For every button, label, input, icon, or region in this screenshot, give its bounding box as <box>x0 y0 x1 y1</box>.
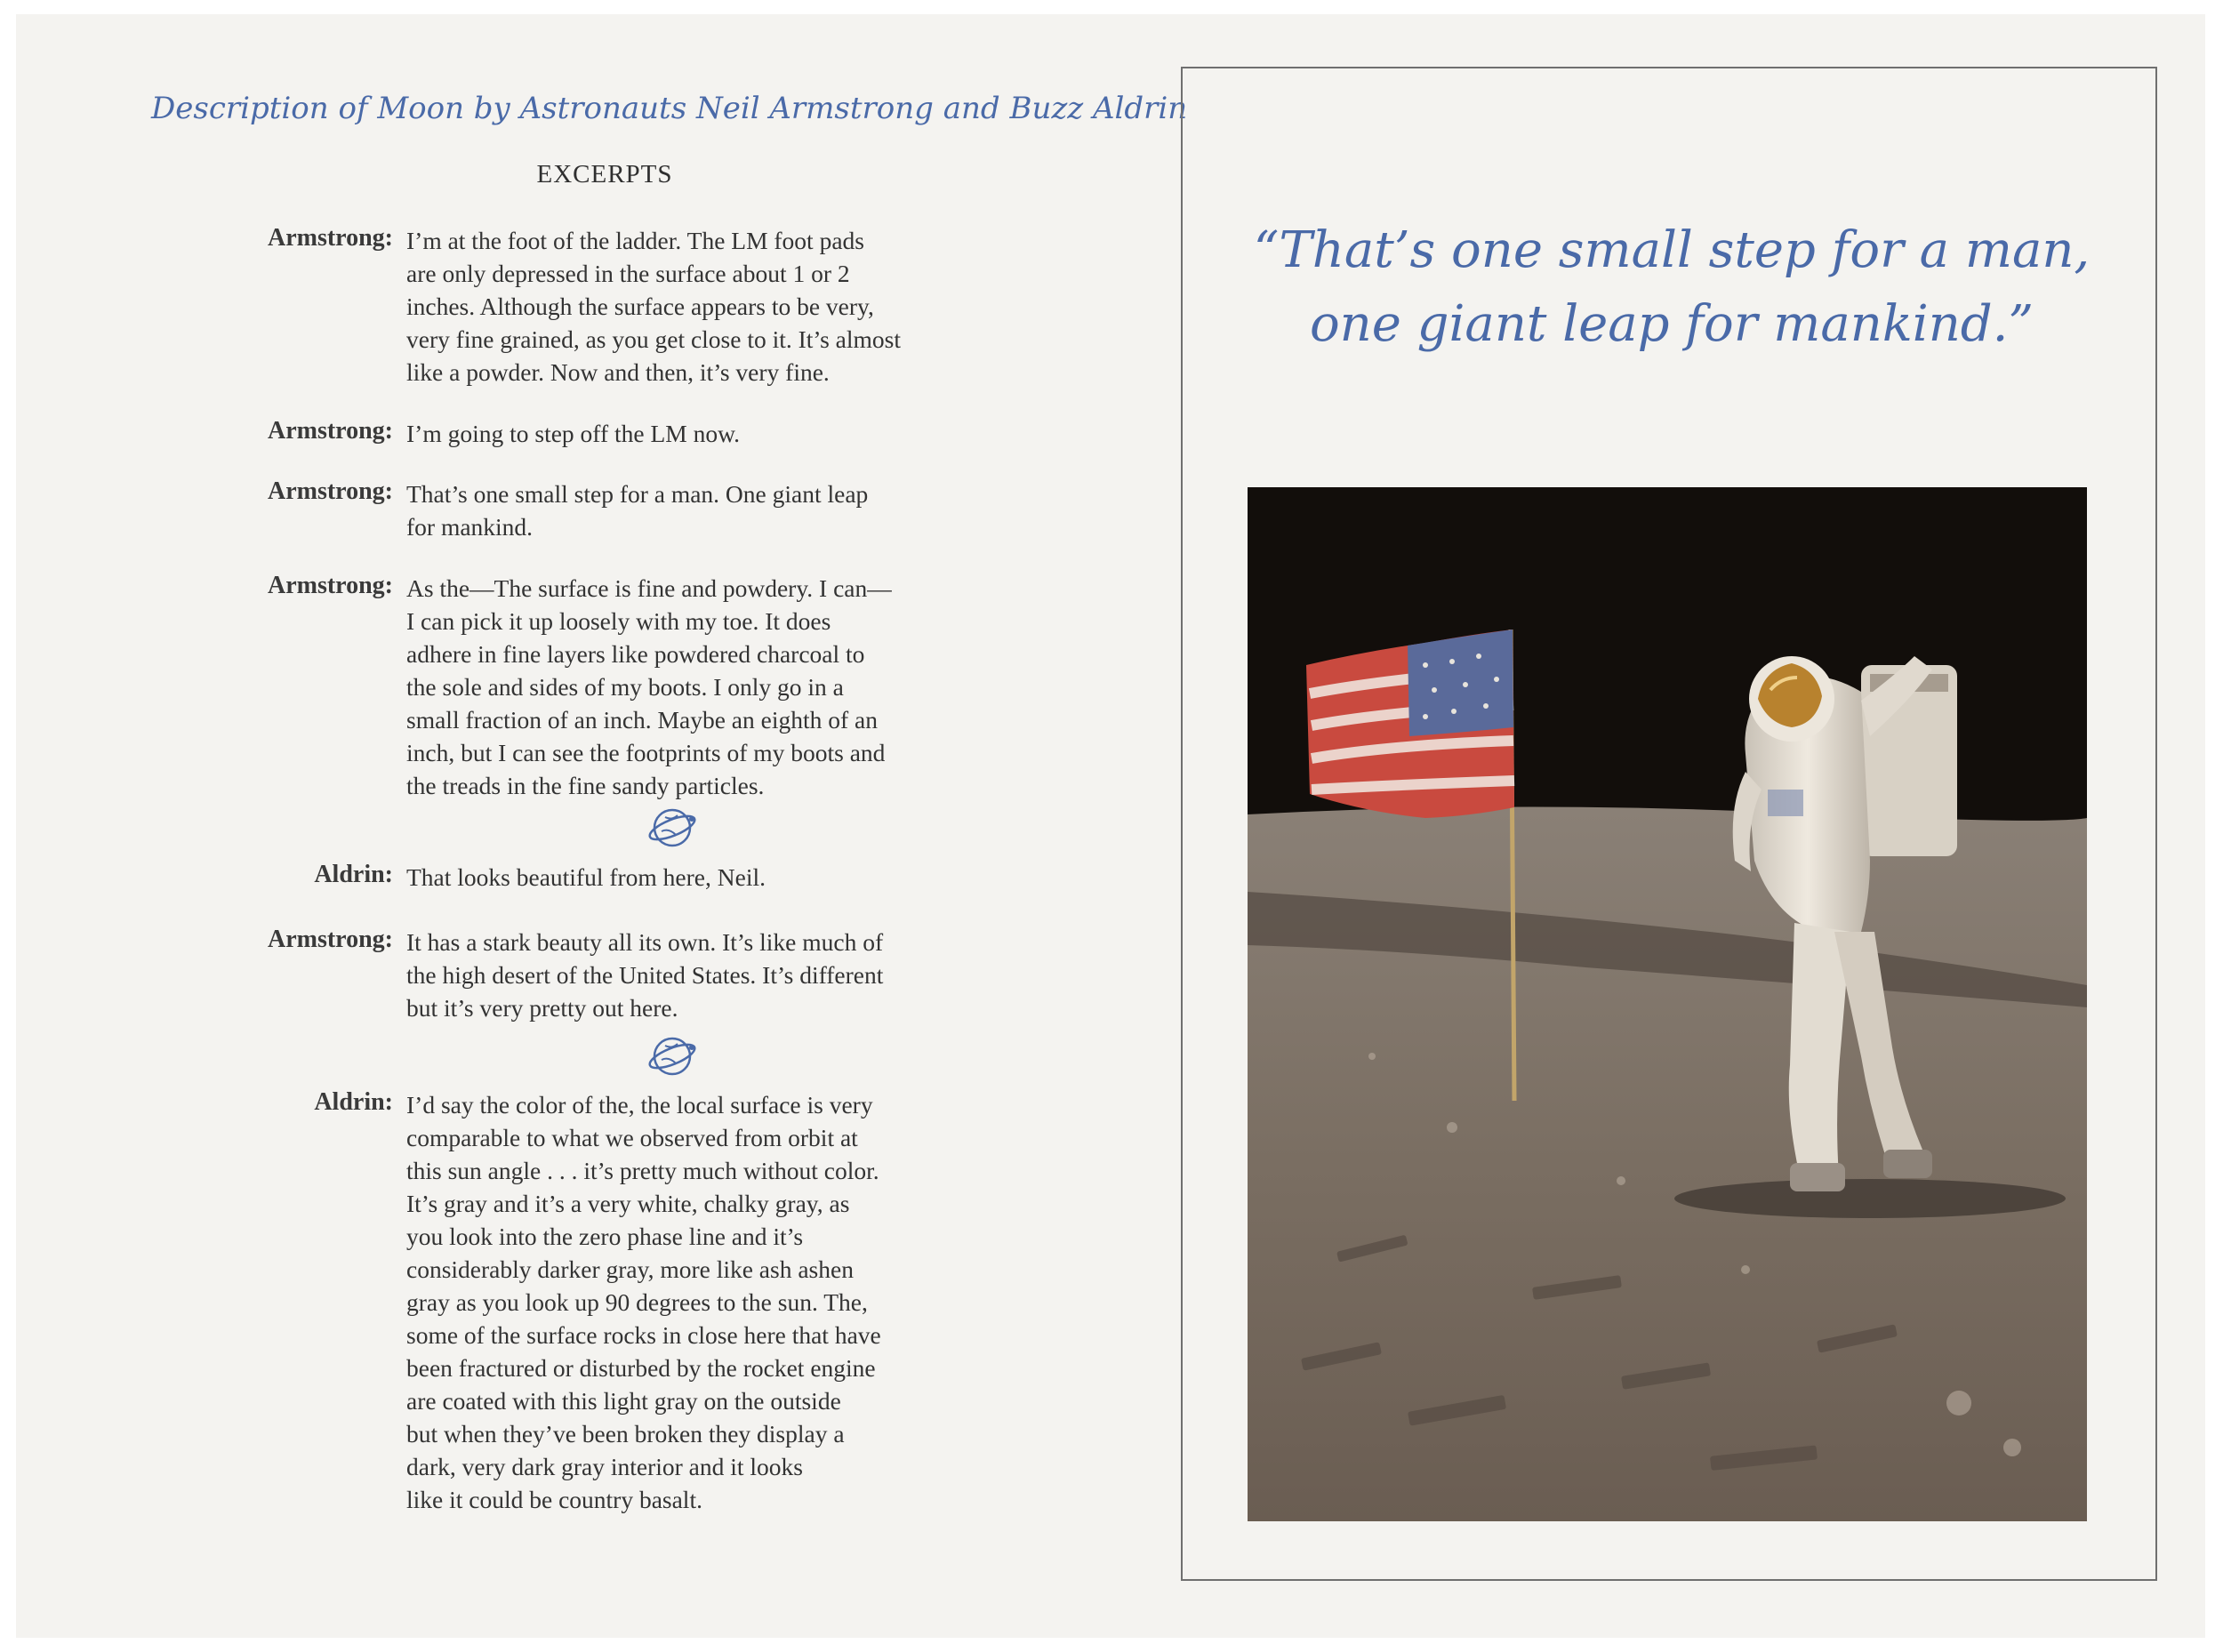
moon-landing-photo <box>1248 487 2087 1521</box>
globe-orbit-icon <box>646 805 699 851</box>
speech-line: the sole and sides of my boots. I only go in a <box>406 673 844 701</box>
speech-line: but when they’ve been broken they display a <box>406 1420 845 1448</box>
speech-text <box>406 1088 975 1516</box>
speech-line: like it could be country basalt. <box>406 1486 702 1513</box>
speech-line: I’m at the foot of the ladder. The LM foot pads <box>406 227 864 254</box>
transcript <box>0 0 1067 1600</box>
speaker-label: Armstrong: <box>267 417 393 445</box>
speech-line: That’s one small step for a man. One giant leap <box>406 480 869 508</box>
speaker-label: Aldrin: <box>314 861 393 888</box>
speaker-label: Armstrong: <box>267 572 393 599</box>
speech-text <box>406 417 975 450</box>
speech-line: the treads in the fine sandy particles. <box>406 772 765 799</box>
speech-line: That looks beautiful from here, Neil. <box>406 863 766 891</box>
speaker-label: Armstrong: <box>267 224 393 252</box>
speech-line: some of the surface rocks in close here that have <box>406 1321 881 1349</box>
speech-line: been fractured or disturbed by the rocket engine <box>406 1354 876 1382</box>
speech-line: considerably darker gray, more like ash ashen <box>406 1255 854 1283</box>
speech-text <box>406 926 975 1024</box>
speech-line: It has a stark beauty all its own. It’s like much of <box>406 928 884 956</box>
speech-line: are coated with this light gray on the outside <box>406 1387 841 1415</box>
speech-text <box>406 224 975 389</box>
speech-line: inches. Although the surface appears to be very, <box>406 293 874 320</box>
speech-line: gray as you look up 90 degrees to the sun. The, <box>406 1288 868 1316</box>
speech-line: are only depressed in the surface about 1 or 2 <box>406 260 850 287</box>
pull-quote-line: “That’s one small step for a man, <box>1253 221 2091 279</box>
speech-line: dark, very dark gray interior and it looks <box>406 1453 803 1480</box>
speech-line: the high desert of the United States. It’s different <box>406 961 884 989</box>
speech-line: inch, but I can see the footprints of my boots and <box>406 739 886 766</box>
speaker-label: Aldrin: <box>314 1088 393 1116</box>
speech-line: like a powder. Now and then, it’s very fine. <box>406 358 830 386</box>
speech-line: adhere in fine layers like powdered charcoal to <box>406 640 865 668</box>
speech-text <box>406 572 975 802</box>
speech-text <box>406 861 975 894</box>
speech-line: As the—The surface is fine and powdery. I can— <box>406 574 892 602</box>
speech-text <box>406 477 975 543</box>
speech-line: this sun angle . . . it’s pretty much without color. <box>406 1157 879 1184</box>
document-title: Description of Moon by Astronauts Neil Armstrong and Buzz Aldrin <box>151 91 1188 126</box>
speech-line: I’d say the color of the, the local surface is very <box>406 1091 873 1119</box>
speaker-label: Armstrong: <box>267 477 393 505</box>
speech-line: It’s gray and it’s a very white, chalky gray, as <box>406 1190 850 1217</box>
speech-line: but it’s very pretty out here. <box>406 994 678 1022</box>
speech-line: I can pick it up loosely with my toe. It does <box>406 607 831 635</box>
speech-line: small fraction of an inch. Maybe an eighth of an <box>406 706 878 734</box>
pull-quote <box>1192 213 2152 361</box>
speech-line: very fine grained, as you get close to it. It’s almost <box>406 325 901 353</box>
speech-line: you look into the zero phase line and it’s <box>406 1223 804 1250</box>
speech-line: for mankind. <box>406 513 534 541</box>
speech-line: comparable to what we observed from orbit at <box>406 1124 858 1151</box>
excerpts-heading: EXCERPTS <box>536 160 673 188</box>
globe-orbit-icon <box>646 1033 699 1079</box>
speaker-label: Armstrong: <box>267 926 393 953</box>
speech-line: I’m going to step off the LM now. <box>406 420 741 447</box>
pull-quote-line: one giant leap for mankind.” <box>1309 295 2034 353</box>
